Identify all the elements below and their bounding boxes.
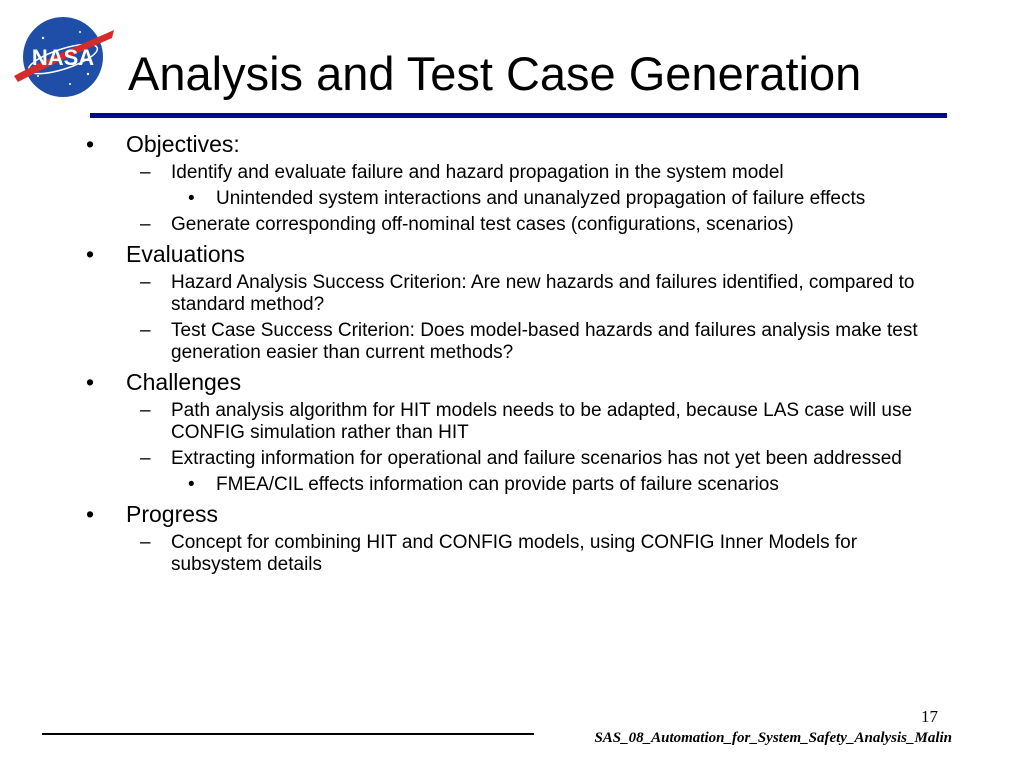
bullet-marker: •: [86, 131, 95, 157]
bullet-text: Extracting information for operational and failure scenarios has not yet been addressed: [171, 448, 902, 469]
bullet-level2: [0, 532, 941, 576]
dash-marker: –: [140, 162, 151, 183]
bullet-text: Challenges: [126, 369, 242, 395]
footer-divider: [42, 733, 534, 735]
bullet-level1: [0, 240, 1024, 268]
title-divider: [90, 113, 947, 118]
dash-marker: –: [140, 214, 151, 235]
bullet-level2: [0, 320, 941, 364]
bullet-level2: [0, 272, 941, 316]
bullet-level1: [0, 368, 1024, 396]
bullet-text: FMEA/CIL effects information can provide parts of failure scenarios: [216, 474, 779, 495]
bullet-text: Path analysis algorithm for HIT models needs to be adapted, because LAS case will use CONFIG simulation rather than HIT: [171, 400, 913, 443]
bullet-marker: •: [188, 474, 195, 495]
bullet-level1: [0, 500, 1024, 528]
bullet-text: Hazard Analysis Success Criterion: Are new hazards and failures identified, compared to standard method?: [171, 272, 915, 315]
bullet-text: Identify and evaluate failure and hazard propagation in the system model: [171, 162, 784, 183]
bullet-text: Unintended system interactions and unanalyzed propagation of failure effects: [216, 188, 866, 209]
bullet-marker: •: [86, 501, 95, 527]
bullet-level3: [0, 474, 926, 496]
bullet-text: Objectives:: [126, 131, 240, 157]
bullet-marker: •: [188, 188, 195, 209]
dash-marker: –: [140, 448, 151, 469]
bullet-text: Generate corresponding off-nominal test cases (configurations, scenarios): [171, 214, 794, 235]
slide-title: Analysis and Test Case Generation: [128, 47, 862, 100]
bullet-text: Concept for combining HIT and CONFIG models, using CONFIG Inner Models for subsystem details: [171, 532, 858, 575]
bullet-marker: •: [86, 241, 95, 267]
footer-label: SAS_08_Automation_for_System_Safety_Analysis_Malin: [594, 730, 952, 746]
bullet-level2: [0, 448, 941, 470]
bullet-level2: [0, 162, 941, 184]
bullet-level3: [0, 188, 926, 210]
bullet-marker: •: [86, 369, 95, 395]
dash-marker: –: [140, 400, 151, 421]
bullet-text: Evaluations: [126, 241, 245, 267]
dash-marker: –: [140, 320, 151, 341]
dash-marker: –: [140, 532, 151, 553]
nasa-logo-text: NASA: [31, 45, 95, 70]
dash-marker: –: [140, 272, 151, 293]
page-number: 17: [921, 707, 938, 726]
nasa-logo: [8, 12, 118, 102]
bullet-level1: [0, 130, 1024, 158]
bullet-text: Test Case Success Criterion: Does model-based hazards and failures analysis make test generation easier than current methods?: [171, 320, 918, 363]
slide-content: [0, 126, 1024, 576]
bullet-text: Progress: [126, 501, 219, 527]
bullet-level2: [0, 214, 941, 236]
bullet-level2: [0, 400, 941, 444]
